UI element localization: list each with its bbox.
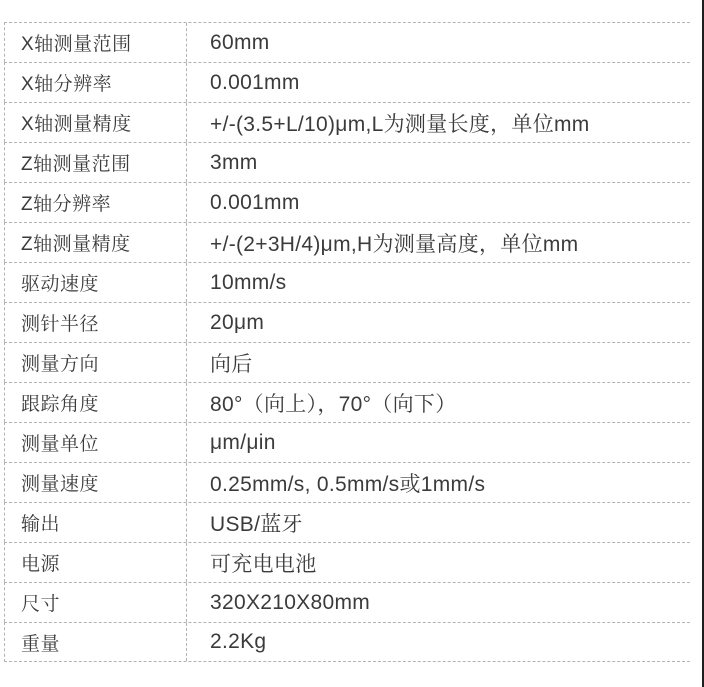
spec-table [4,22,690,662]
spec-value: 320X210X80mm [186,583,690,622]
spec-label: 测量单位 [21,434,100,455]
spec-row [4,142,690,182]
spec-value: 向后 [186,343,690,382]
spec-row [4,302,690,342]
spec-row [4,102,690,142]
spec-label: 输出 [21,514,61,535]
spec-value: 3mm [186,143,690,182]
spec-value: μm/μin [186,423,690,462]
spec-label: 跟踪角度 [21,394,100,415]
spec-row [4,382,690,422]
spec-value: 0.001mm [186,63,690,102]
spec-label: Z轴测量范围 [21,154,131,175]
spec-value: USB/蓝牙 [186,503,690,542]
spec-value: 10mm/s [186,263,690,302]
spec-label: Z轴分辨率 [21,194,112,215]
spec-label: 测量速度 [21,474,100,495]
spec-label: 尺寸 [21,594,61,615]
spec-row [4,222,690,262]
spec-row [4,342,690,382]
spec-label: 电源 [21,554,61,575]
spec-value: +/-(3.5+L/10)μm,L为测量长度，单位mm [186,103,690,142]
spec-row [4,422,690,462]
spec-label: Z轴测量精度 [21,234,131,255]
spec-row [4,502,690,542]
spec-row [4,262,690,302]
spec-label: 驱动速度 [21,274,100,295]
spec-value: 2.2Kg [186,623,690,661]
spec-value: +/-(2+3H/4)μm,H为测量高度，单位mm [186,223,690,262]
spec-value: 60mm [186,23,690,62]
spec-row [4,462,690,502]
spec-row [4,22,690,62]
spec-value: 0.001mm [186,183,690,222]
spec-label: X轴测量精度 [21,114,132,135]
spec-row [4,622,690,662]
spec-label: 测针半径 [21,314,100,335]
spec-value: 0.25mm/s, 0.5mm/s或1mm/s [186,463,690,502]
spec-label: X轴分辨率 [21,74,113,95]
spec-value: 80°（向上），70°（向下） [186,383,690,422]
spec-row [4,62,690,102]
spec-label: 重量 [21,633,61,655]
spec-label: 测量方向 [21,354,100,375]
spec-value: 可充电电池 [186,543,690,582]
spec-row [4,542,690,582]
spec-value: 20μm [186,303,690,342]
spec-label: X轴测量范围 [21,34,132,55]
spec-row [4,182,690,222]
spec-row [4,582,690,622]
